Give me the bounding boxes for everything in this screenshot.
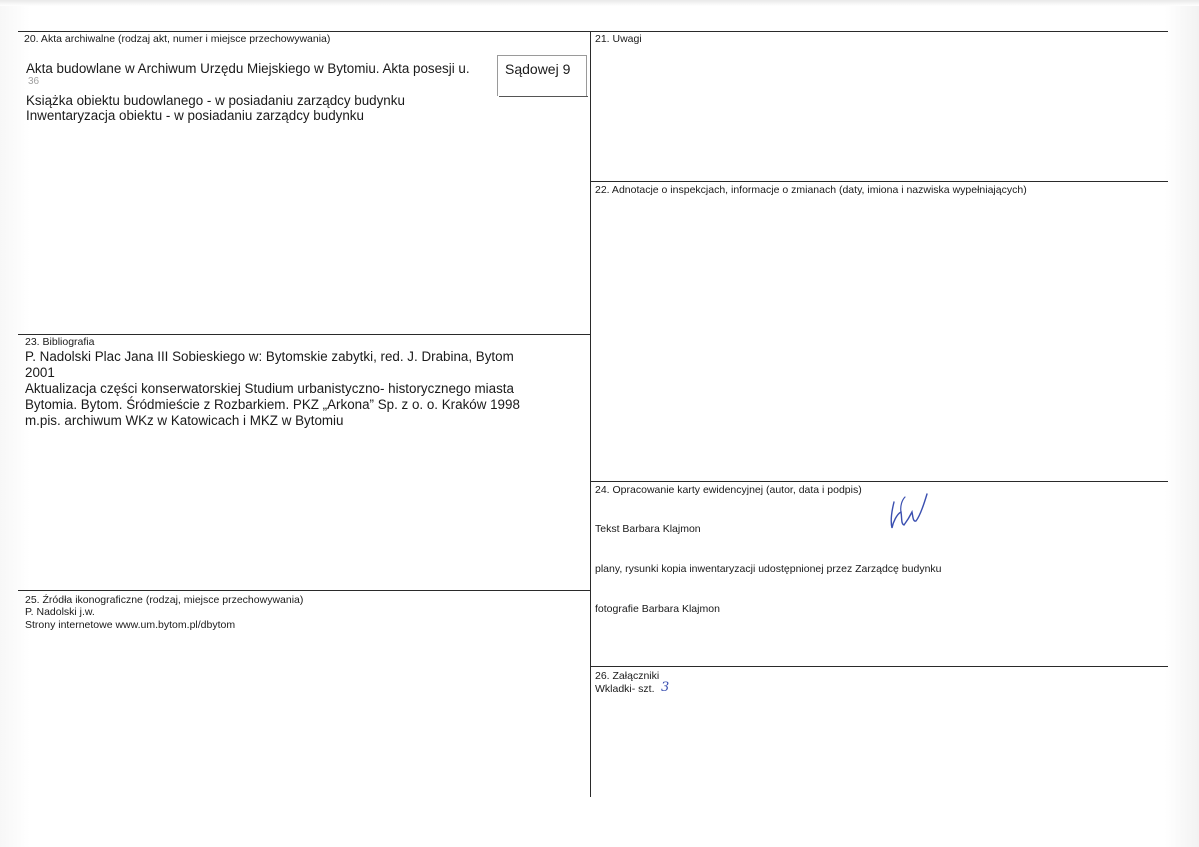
plans-drawings: plany, rysunki kopia inwentaryzacji udostępnionej przez Zarządcę budynku — [595, 563, 942, 575]
margin-note: 36 — [28, 76, 40, 87]
iconographic-source-2: Strony internetowe www.um.bytom.pl/dbytom — [25, 619, 236, 631]
rule-above-section-24 — [590, 481, 1168, 482]
section-26-label: 26. Załączniki — [595, 670, 660, 682]
pasted-label-underline — [499, 96, 588, 97]
bibliography-line-2: 2001 — [25, 365, 55, 380]
photos-author: fotografie Barbara Klajmon — [595, 603, 720, 615]
bibliography-line-4: Bytomia. Bytom. Śródmieście z Rozbarkiem. PKZ „Arkona” Sp. z o. o. Kraków 1998 — [25, 397, 520, 412]
handwritten-signature — [880, 488, 936, 536]
rule-above-section-25 — [18, 590, 590, 591]
iconographic-source-1: P. Nadolski j.w. — [25, 606, 95, 618]
bibliography-line-1: P. Nadolski Plac Jana III Sobieskiego w: Bytomskie zabytki, red. J. Drabina, Bytom — [25, 349, 514, 364]
bibliography-line-3: Aktualizacja części konserwatorskiej Studium urbanistyczno- historycznego miasta — [25, 381, 514, 396]
bibliography-line-5: m.pis. archiwum WKz w Katowicach i MKZ w Bytomiu — [25, 413, 344, 428]
section-25-label: 25. Źródła ikonograficzne (rodzaj, miejsce przechowywania) — [25, 594, 304, 606]
column-divider — [590, 31, 591, 797]
section-21-label: 21. Uwagi — [595, 33, 642, 45]
inserts-label: Wkladki- szt. — [595, 683, 655, 695]
rule-above-section-23 — [18, 334, 590, 335]
rule-above-section-22 — [590, 181, 1168, 182]
street-address: Sądowej 9 — [505, 61, 571, 77]
top-rule — [18, 31, 1168, 32]
archive-records-line: Akta budowlane w Archiwum Urzędu Miejskiego w Bytomiu. Akta posesji u. — [26, 61, 470, 76]
section-20-label: 20. Akta archiwalne (rodzaj akt, numer i miejsce przechowywania) — [24, 33, 331, 45]
rule-above-section-26 — [590, 666, 1168, 667]
section-23-label: 23. Bibliografia — [25, 336, 95, 348]
section-22-label: 22. Adnotacje o inspekcjach, informacje o zmianach (daty, imiona i nazwiska wypełniających) — [595, 184, 1027, 196]
scan-top-edge — [0, 0, 1199, 6]
text-author: Tekst Barbara Klajmon — [595, 523, 701, 535]
inventory-line: Inwentaryzacja obiektu - w posiadaniu zarządcy budynku — [26, 108, 364, 123]
inserts-count: 3 — [661, 680, 670, 695]
section-24-label: 24. Opracowanie karty ewidencyjnej (autor, data i podpis) — [595, 484, 862, 496]
building-book-line: Książka obiektu budowlanego - w posiadaniu zarządcy budynku — [26, 93, 405, 108]
